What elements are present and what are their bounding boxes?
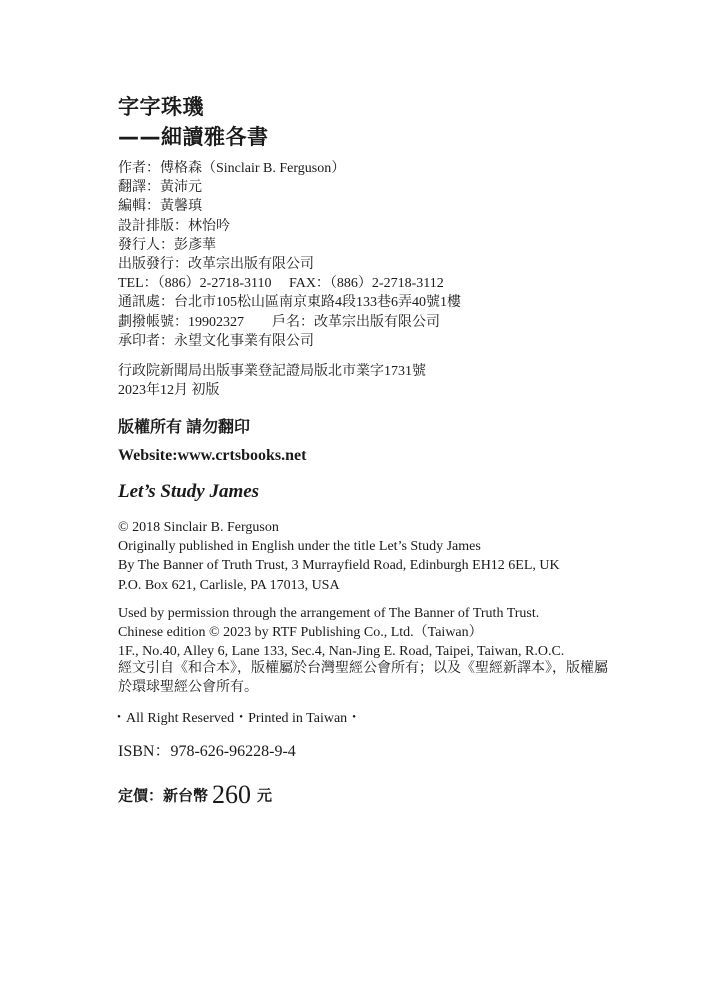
registration-block xyxy=(118,362,426,400)
credit-editor: 編輯：黃馨瑱 xyxy=(118,199,202,215)
credit-author: 作者：傅格森（Sinclair B. Ferguson） xyxy=(118,161,346,176)
credit-address: 通訊處：台北市105松山區南京東路4段133巷6弄40號1樓 xyxy=(118,295,461,311)
credit-publisher: 出版發行：改革宗出版有限公司 xyxy=(118,257,314,273)
credit-translator: 翻譯：黃沛元 xyxy=(118,180,202,196)
isbn: ISBN：978-626-96228-9-4 xyxy=(118,743,296,760)
scripture-note-text: 經文引自《和合本》，版權屬於台灣聖經公會所有；以及《聖經新譯本》，版權屬於環球聖經公會所有。 xyxy=(118,661,608,696)
credits-block xyxy=(118,159,461,351)
scripture-note xyxy=(118,659,608,697)
copyright-line: Originally published in English under the title Let’s Study James xyxy=(118,539,481,555)
credit-account: 劃撥帳號：19902327 戶名：改革宗出版有限公司 xyxy=(118,314,440,330)
permission-block xyxy=(118,604,564,662)
all-rights-reserved: ・All Right Reserved・Printed in Taiwan・ xyxy=(112,711,362,726)
registration-edition: 2023年12月 初版 xyxy=(118,383,220,399)
price-amount: 260 xyxy=(212,780,252,809)
credit-publisher-person: 發行人：彭彥華 xyxy=(118,237,216,253)
book-title xyxy=(118,92,269,152)
price-unit: 元 xyxy=(257,788,273,805)
permission-line: 1F., No.40, Alley 6, Lane 133, Sec.4, Nan-Jing E. Road, Taipei, Taiwan, R.O.C. xyxy=(118,644,565,660)
copyright-line: P.O. Box 621, Carlisle, PA 17013, USA xyxy=(118,577,340,593)
price xyxy=(118,780,272,810)
credit-designer: 設計排版：林怡吟 xyxy=(118,218,230,234)
rights-notice: 版權所有 請勿翻印 xyxy=(118,419,251,436)
price-label: 定價：新台幣 xyxy=(118,788,209,805)
english-title: Let’s Study James xyxy=(118,481,260,502)
website-text: Website:www.crtsbooks.net xyxy=(118,447,307,464)
book-title-subtitle: ——細讀雅各書 xyxy=(118,125,269,149)
permission-line: Used by permission through the arrangement of The Banner of Truth Trust. xyxy=(118,606,540,621)
copyright-line: By The Banner of Truth Trust, 3 Murrayfield Road, Edinburgh EH12 6EL, UK xyxy=(118,558,560,574)
registration-license: 行政院新聞局出版事業登記證局版北市業字1731號 xyxy=(118,364,426,379)
book-title-main: 字字珠璣 xyxy=(118,95,204,119)
credit-phone-fax: TEL：（886）2-2718-3110 FAX：（886）2-2718-3112 xyxy=(118,276,444,292)
copyright-block xyxy=(118,518,560,595)
copyright-line: © 2018 Sinclair B. Ferguson xyxy=(118,520,279,535)
credit-printer: 承印者：永望文化事業有限公司 xyxy=(118,333,314,349)
permission-line: Chinese edition © 2023 by RTF Publishing Co., Ltd.（Taiwan） xyxy=(118,625,483,641)
